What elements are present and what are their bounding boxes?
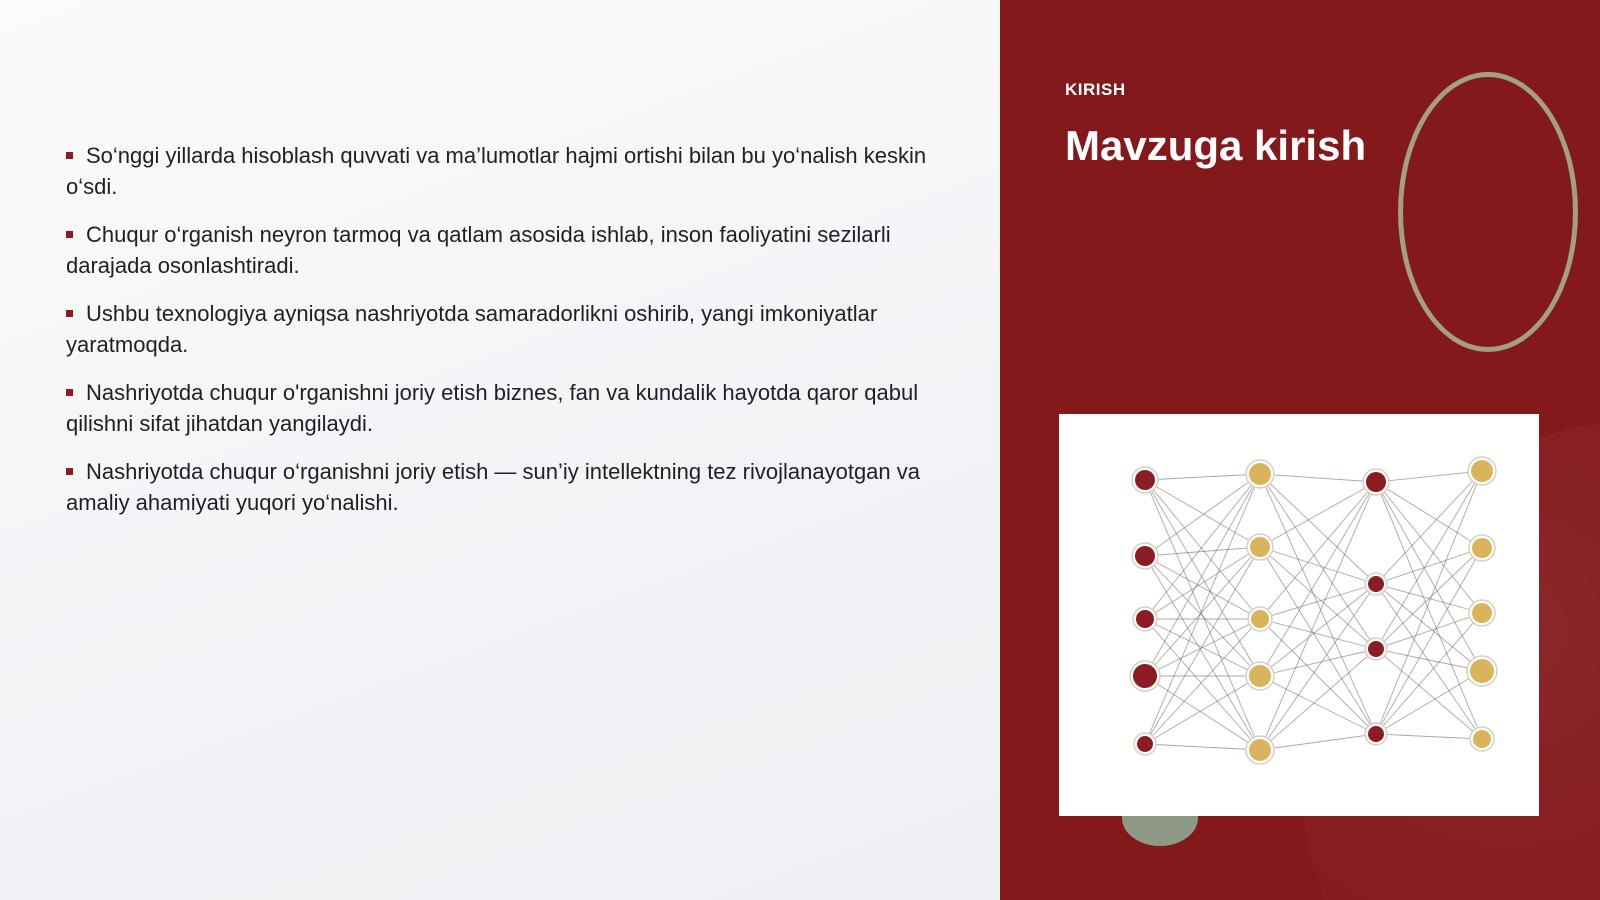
- network-connection: [1260, 649, 1376, 750]
- network-node: [1470, 659, 1494, 683]
- network-connection: [1376, 548, 1482, 584]
- network-node: [1249, 739, 1271, 761]
- network-connection: [1145, 474, 1260, 619]
- network-node: [1368, 726, 1384, 742]
- network-connection: [1376, 584, 1482, 671]
- network-connection: [1376, 471, 1482, 584]
- network-connection: [1260, 474, 1376, 734]
- bullet-item: [66, 456, 946, 518]
- bullet-square-icon: [66, 389, 73, 396]
- bullet-item: [66, 298, 946, 360]
- network-connection: [1376, 482, 1482, 613]
- network-node: [1368, 576, 1384, 592]
- network-node: [1135, 546, 1155, 566]
- network-connection: [1145, 547, 1260, 676]
- neural-network-icon: [1059, 414, 1539, 816]
- network-node: [1366, 472, 1386, 492]
- network-connection: [1260, 584, 1376, 619]
- network-connection: [1145, 619, 1260, 750]
- network-node: [1473, 730, 1491, 748]
- network-connection: [1145, 556, 1260, 750]
- network-node: [1135, 470, 1155, 490]
- network-connection: [1376, 482, 1482, 739]
- title-panel: [1000, 0, 1600, 900]
- network-node: [1472, 538, 1492, 558]
- bullet-square-icon: [66, 231, 73, 238]
- bullet-square-icon: [66, 310, 73, 317]
- network-connection: [1376, 471, 1482, 649]
- network-connection: [1145, 556, 1260, 676]
- bullet-item: [66, 219, 946, 281]
- bullet-text: So‘nggi yillarda hisoblash quvvati va ma’lumotlar hajmi ortishi bilan bu yo‘nalish keskin o‘sdi.: [66, 143, 927, 199]
- network-node: [1368, 641, 1384, 657]
- network-connection: [1145, 676, 1260, 750]
- network-connection: [1260, 619, 1376, 734]
- network-node: [1249, 665, 1271, 687]
- network-node: [1472, 603, 1492, 623]
- network-connection: [1145, 474, 1260, 480]
- network-connection: [1260, 474, 1376, 482]
- ring-decoration: [1398, 72, 1578, 352]
- network-connection: [1145, 619, 1260, 744]
- bullet-square-icon: [66, 468, 73, 475]
- network-connection: [1260, 474, 1376, 649]
- bullet-square-icon: [66, 152, 73, 159]
- network-connection: [1145, 547, 1260, 556]
- network-connection: [1145, 480, 1260, 619]
- network-connection: [1260, 547, 1376, 734]
- bullet-item: [66, 377, 946, 439]
- network-connection: [1376, 734, 1482, 739]
- network-connection: [1376, 548, 1482, 649]
- network-connection: [1376, 471, 1482, 482]
- network-connection: [1260, 734, 1376, 750]
- network-connection: [1376, 482, 1482, 548]
- network-connection: [1376, 671, 1482, 734]
- network-connection: [1376, 649, 1482, 671]
- network-node: [1471, 460, 1493, 482]
- bullet-text: Nashriyotda chuqur o'rganishni joriy etish biznes, fan va kundalik hayotda qaror qabul qilishni sifat jihatdan yangilaydi.: [66, 380, 919, 436]
- network-node: [1137, 736, 1153, 752]
- network-connection: [1145, 744, 1260, 750]
- network-node: [1249, 463, 1271, 485]
- neural-network-image: [1059, 414, 1539, 816]
- network-node: [1250, 537, 1270, 557]
- bullet-text: Ushbu texnologiya ayniqsa nashriyotda samaradorlikni oshirib, yangi imkoniyatlar yaratmoqda.: [66, 301, 878, 357]
- network-node: [1251, 610, 1269, 628]
- bullet-list: [66, 140, 946, 535]
- network-connection: [1260, 482, 1376, 750]
- slide-title: Mavzuga kirish: [1065, 122, 1367, 169]
- bullet-item: [66, 140, 946, 202]
- bullet-text: Nashriyotda chuqur o‘rganishni joriy etish — sun’iy intellektning tez rivojlanayotgan va amaliy ahamiyati yuqori yo‘nalishi.: [66, 459, 920, 515]
- network-node: [1136, 610, 1154, 628]
- section-label: KIRISH: [1065, 80, 1126, 99]
- network-connection: [1260, 482, 1376, 676]
- network-connection: [1260, 474, 1376, 584]
- bullet-text: Chuqur o‘rganish neyron tarmoq va qatlam asosida ishlab, inson faoliyatini sezilarli darajada osonlashtiradi.: [66, 222, 891, 278]
- network-connection: [1260, 482, 1376, 547]
- network-node: [1133, 664, 1157, 688]
